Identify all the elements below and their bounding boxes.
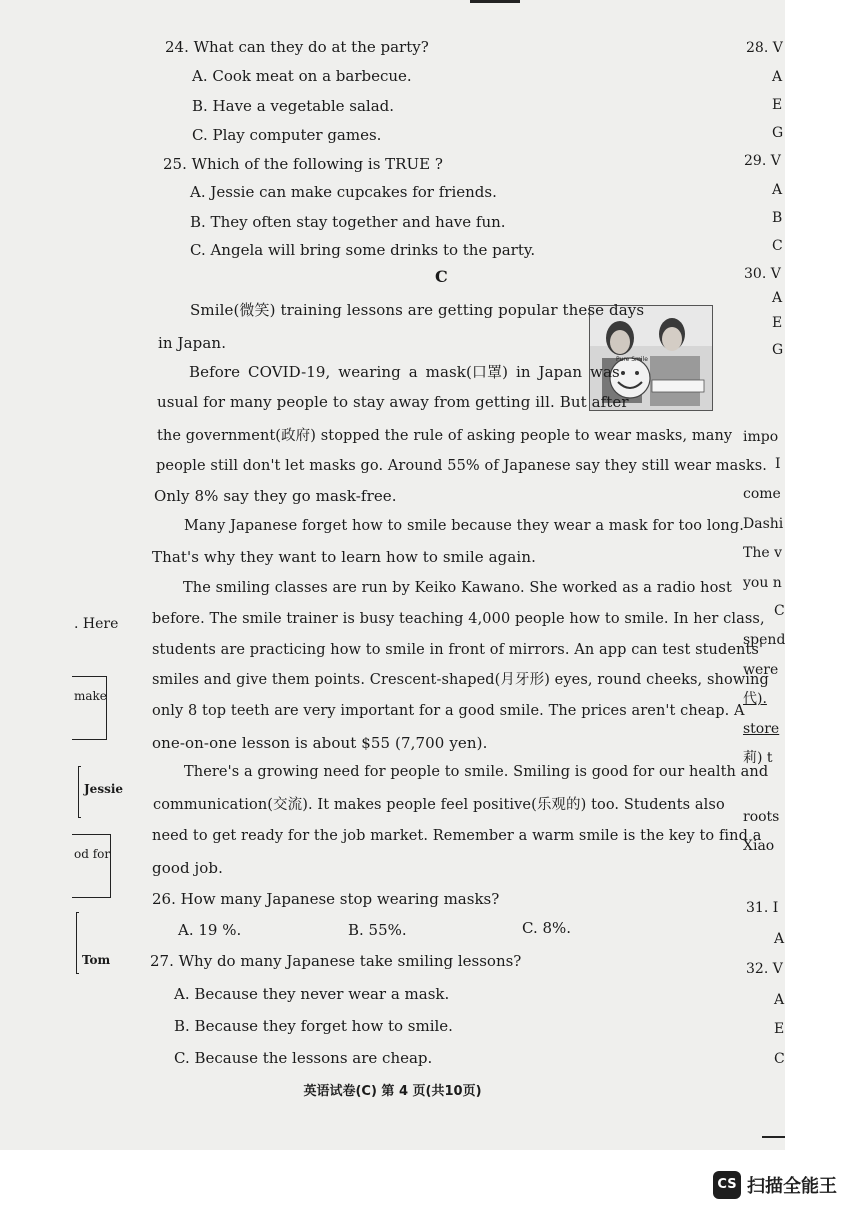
left-column-text: od for: [74, 847, 111, 861]
passage-line: before. The smile trainer is busy teaching 4,000 people how to smile. In her class,: [152, 611, 765, 627]
q26-option-c: C. 8%.: [522, 919, 572, 937]
camscanner-watermark: 扫描全能王: [747, 1176, 837, 1197]
left-column-text: Tom: [82, 953, 111, 967]
photo-caption: Pure Smile: [616, 356, 648, 363]
right-column-text: I: [775, 456, 781, 472]
left-column-text: . Here: [74, 616, 119, 632]
right-column-text: were: [743, 662, 779, 678]
question-text: Which of the following is TRUE ?: [191, 155, 443, 173]
passage-line: usual for many people to stay away from getting ill. But after: [157, 393, 629, 411]
right-column-text: spend: [743, 632, 785, 648]
passage-line: There's a growing need for people to smile. Smiling is good for our health and: [184, 764, 769, 780]
right-column-text: 29. V: [744, 153, 781, 169]
passage-line: only 8 top teeth are very important for a good smile. The prices aren't cheap. A: [152, 703, 745, 719]
passage-line: Before COVID-19, wearing a mask(口罩) in Japan was: [189, 363, 620, 381]
right-column-text: you n: [743, 575, 782, 591]
right-column-text: C: [774, 1051, 785, 1067]
q25-option-b: B. They often stay together and have fun.: [190, 213, 506, 231]
passage-line: communication(交流). It makes people feel positive(乐观的) too. Students also: [153, 797, 725, 813]
passage-line: people still don't let masks go. Around 55% of Japanese say they still wear masks.: [156, 458, 768, 474]
q26-option-a: A. 19 %.: [178, 921, 242, 939]
passage-line: Many Japanese forget how to smile because they wear a mask for too long.: [184, 518, 744, 534]
top-edge-mark: [470, 0, 520, 3]
left-column-text: Jessie: [84, 782, 124, 796]
passage-line: good job.: [152, 859, 223, 877]
right-column-text: B: [772, 210, 783, 226]
right-column-text: E: [772, 97, 783, 113]
right-column-text: 32. V: [746, 961, 783, 977]
right-column-text: A: [774, 931, 785, 947]
right-column-text: C: [772, 238, 783, 254]
q27-option-a: A. Because they never wear a mask.: [174, 985, 450, 1003]
passage-line: The smiling classes are run by Keiko Kawano. She worked as a radio host: [183, 580, 732, 596]
right-column-text: roots: [743, 809, 780, 825]
right-column-text: Xiao: [743, 838, 775, 854]
q27-option-b: B. Because they forget how to smile.: [174, 1017, 453, 1035]
right-column-text: 30. V: [744, 266, 781, 282]
right-column-text: C: [774, 603, 785, 619]
right-column-text: A: [772, 69, 783, 85]
passage-line: students are practicing how to smile in front of mirrors. An app can test students': [152, 642, 764, 658]
passage-line: That's why they want to learn how to smile again.: [152, 548, 536, 566]
passage-line: in Japan.: [158, 334, 227, 352]
right-column-text: come: [743, 486, 781, 502]
right-column-text: A: [774, 992, 785, 1008]
question-number: 24.: [165, 38, 189, 56]
question-25: [163, 155, 443, 173]
page-footer: 英语试卷(C) 第 4 页(共10页): [303, 1084, 482, 1099]
right-column-text: 代).: [743, 691, 767, 707]
right-edge-line: [762, 1136, 785, 1138]
right-column-text: G: [772, 342, 784, 358]
right-column-text: The v: [743, 545, 782, 561]
passage-line: Smile(微笑) training lessons are getting popular these days: [190, 301, 645, 319]
q25-option-c: C. Angela will bring some drinks to the party.: [190, 241, 536, 259]
passage-line: smiles and give them points. Crescent-shaped(月牙形) eyes, round cheeks, showing: [152, 672, 769, 688]
section-heading: C: [435, 267, 448, 286]
right-column-text: 28. V: [746, 40, 783, 56]
question-number: 25.: [163, 155, 187, 173]
right-column-text: E: [772, 315, 783, 331]
right-column-text: E: [774, 1021, 785, 1037]
q24-option-a: A. Cook meat on a barbecue.: [192, 67, 412, 85]
q26-option-b: B. 55%.: [348, 921, 407, 939]
q27-option-c: C. Because the lessons are cheap.: [174, 1049, 433, 1067]
question-text: What can they do at the party?: [193, 38, 429, 56]
right-column-text: A: [772, 290, 783, 306]
q24-option-c: C. Play computer games.: [192, 126, 382, 144]
right-column-text: G: [772, 125, 784, 141]
right-column-text: 31. I: [746, 900, 779, 916]
left-answer-box: [78, 766, 81, 818]
passage-line: need to get ready for the job market. Remember a warm smile is the key to find a: [152, 828, 762, 844]
passage-line: Only 8% say they go mask-free.: [154, 487, 397, 505]
question-26: 26. How many Japanese stop wearing masks?: [152, 890, 500, 908]
right-column-text: 莉) t: [743, 750, 773, 766]
right-column-text: A: [772, 182, 783, 198]
left-answer-box: [72, 834, 111, 898]
left-answer-box: [72, 676, 107, 740]
question-24: [165, 38, 429, 56]
q25-option-a: A. Jessie can make cupcakes for friends.: [190, 183, 497, 201]
right-column-text: store: [743, 721, 780, 737]
left-column-text: make: [74, 689, 107, 703]
camscanner-logo-icon: CS: [713, 1171, 741, 1199]
right-column-text: Dashi: [743, 516, 784, 532]
question-27: 27. Why do many Japanese take smiling lessons?: [150, 952, 522, 970]
passage-line: the government(政府) stopped the rule of asking people to wear masks, many: [157, 428, 733, 444]
passage-line: one-on-one lesson is about $55 (7,700 yen).: [152, 734, 488, 752]
q24-option-b: B. Have a vegetable salad.: [192, 97, 395, 115]
right-column-text: impo: [743, 429, 779, 445]
left-answer-box: [76, 912, 79, 974]
